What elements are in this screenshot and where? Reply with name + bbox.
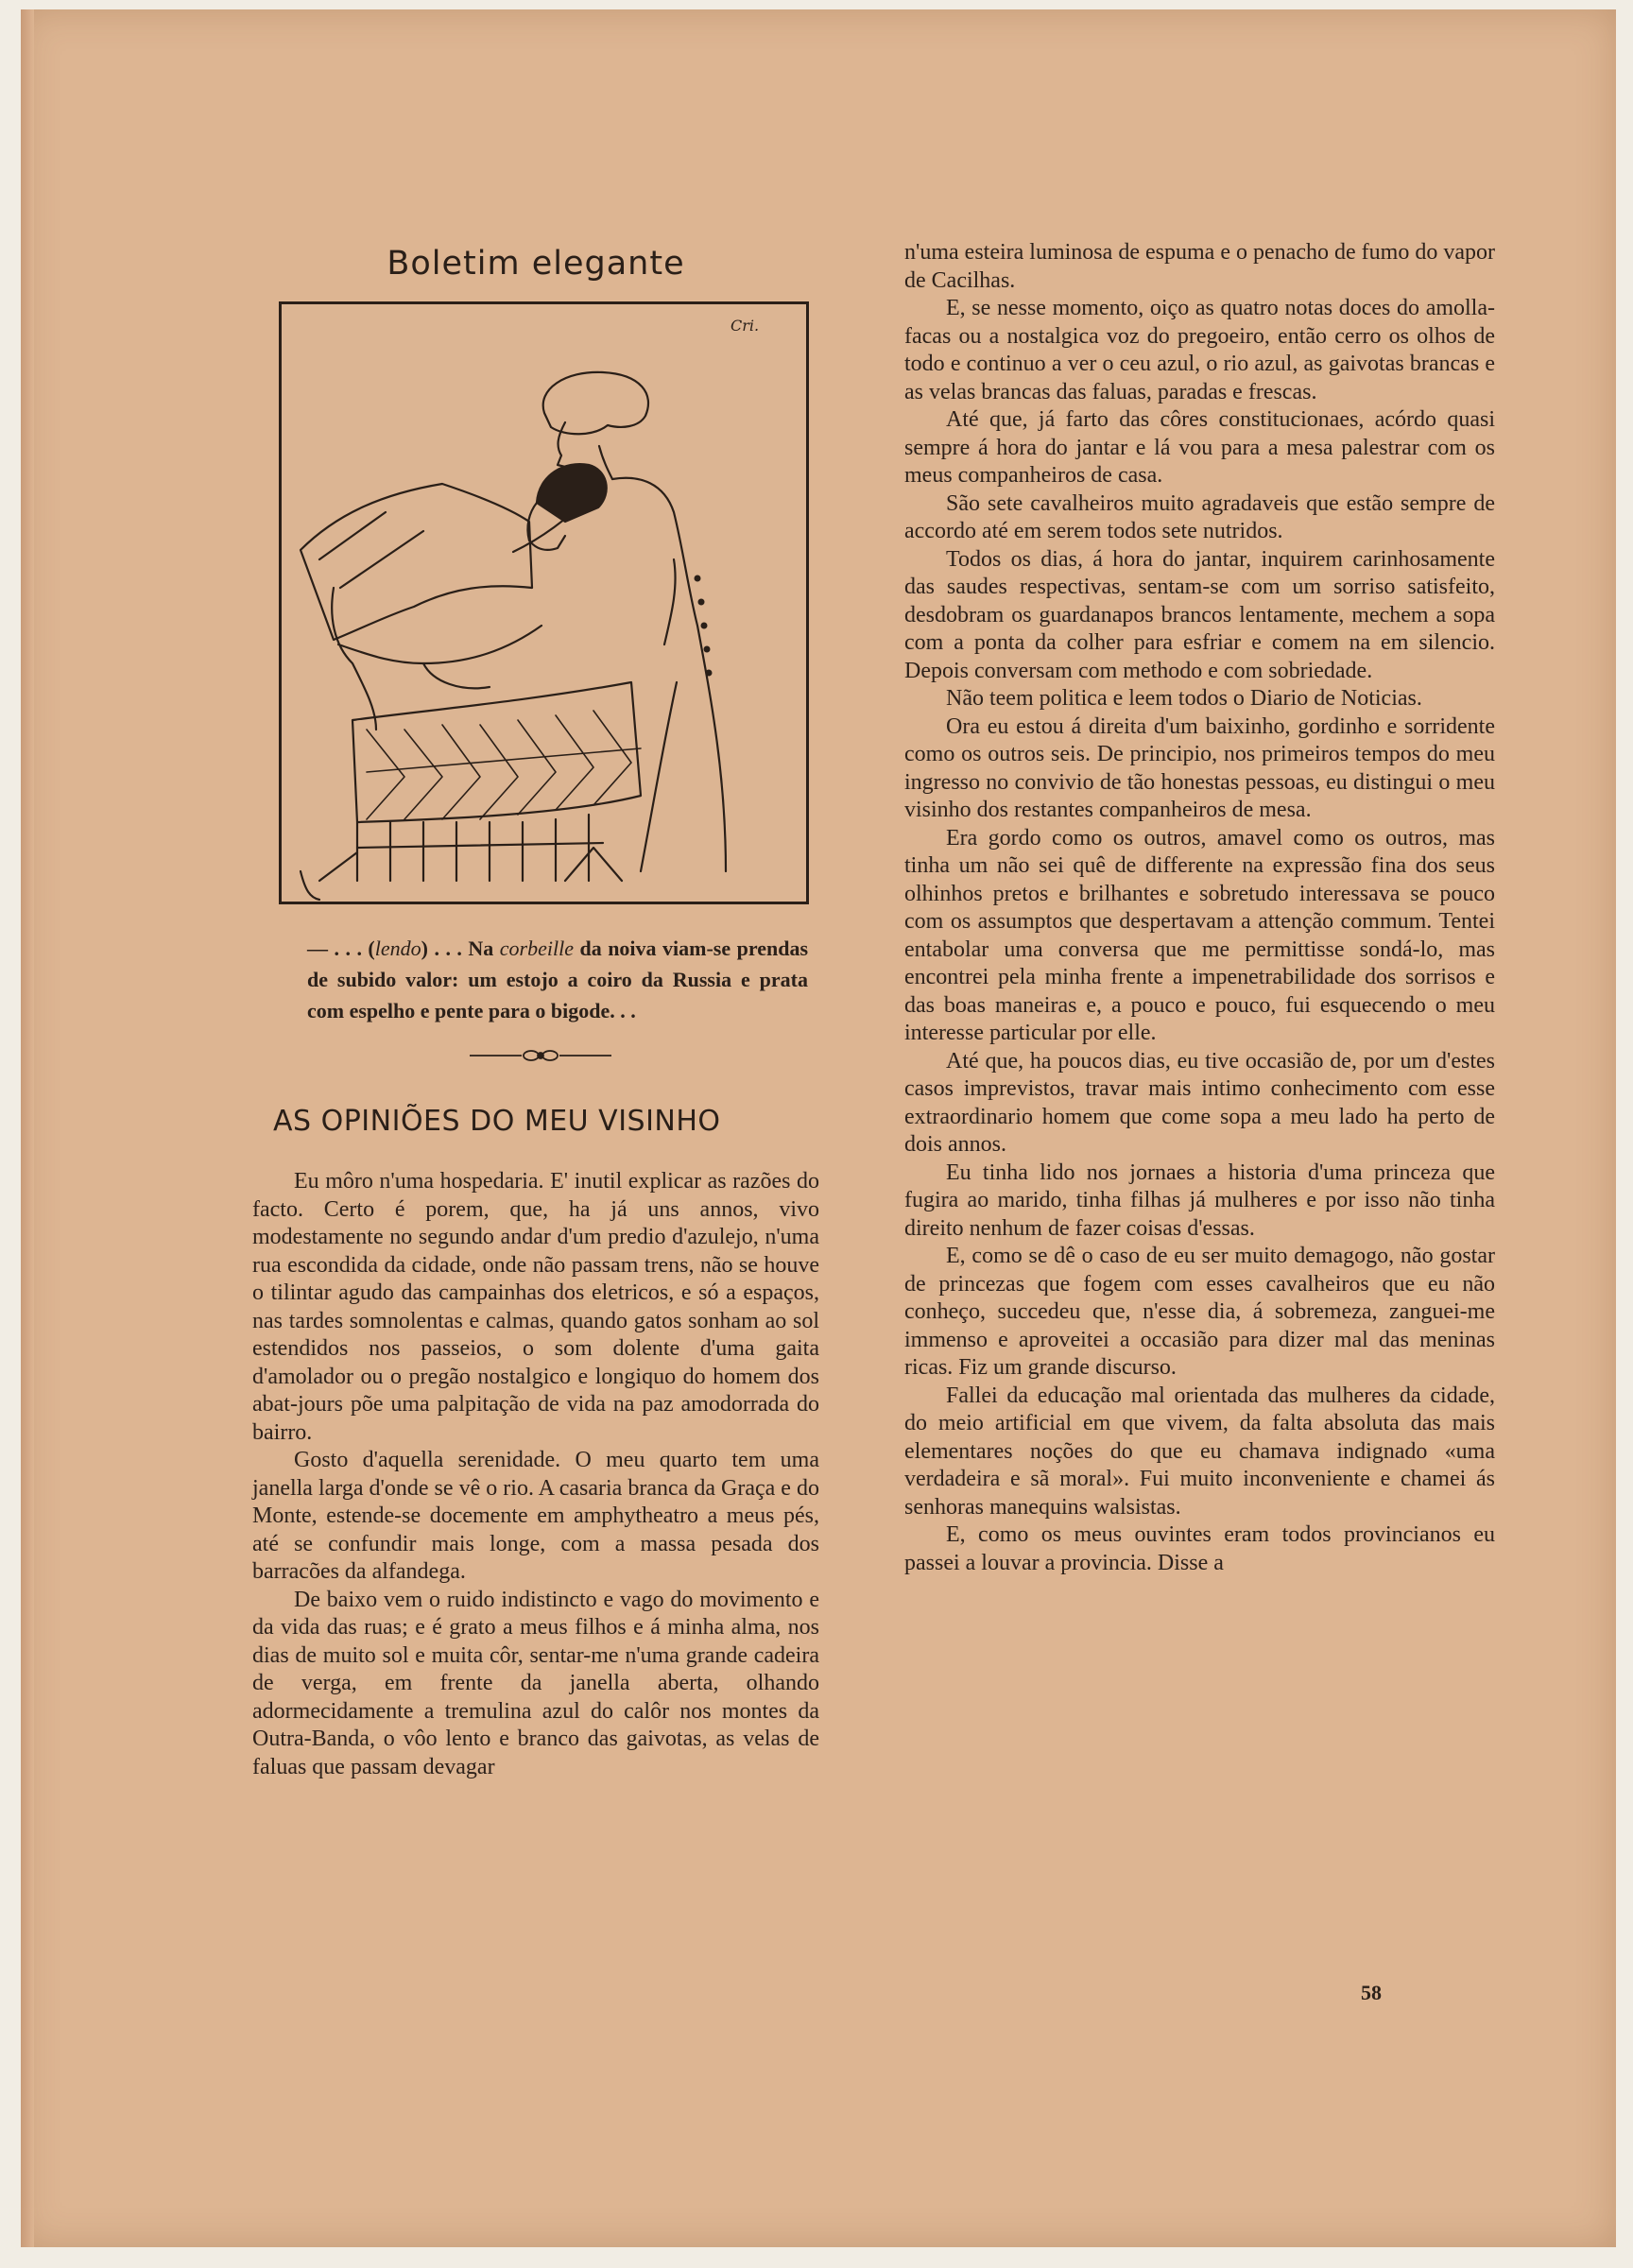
right-column [904, 239, 1500, 1577]
right-paragraph-7: Ora eu estou á direita d'um baixinho, gordinho e sorridente como os outros seis. De principio, nos primeiros tempos do meu ingresso no convivio de tão honestas pessoas, eu distingui o meu visinho dos restantes companheiros de mesa. [904, 713, 1495, 822]
right-paragraph-8: Era gordo como os outros, amavel como os outros, mas tinha um não sei quê de differente na expressão fina dos seus olhinhos pretos e brilhantes e sobretudo interessava se pouco com os assumptos que despertavam a attenção commum. Tentei entabolar uma conversa que me permittisse sondá-lo, mas encontrei pela minha frente a impenetrabilidade dos sorrisos e das boas maneiras e, a pouco e pouco, fui esquecendo o meu interesse particular por elle. [904, 825, 1495, 1045]
woman-hair [543, 372, 648, 434]
article-title: AS OPINIÕES DO MEU VISINHO [273, 1105, 721, 1138]
right-paragraph-6: Não teem politica e leem todos o Diario de Noticias. [946, 686, 1422, 711]
right-paragraph-5: Todos os dias, á hora do jantar, inquirem carinhosamente das saudes respectivas, sentam-se com um sorriso satisfeito, desdobram os guardanapos brancos lentamente, mechem a sopa com a ponta da colher para esfriar e comem na em silencio. Depois conversam com methodo e com sobriedade. [904, 546, 1495, 683]
caption-lendo: lendo [374, 936, 421, 960]
left-paragraph-2: Gosto d'aquella serenidade. O meu quarto tem uma janella larga d'onde se vê o rio. A casaria branca da Graça e do Monte, estende-se docemente em amphytheatro a meus pés, até se confundir mais longe, com a massa pesada dos barracões da alfandega. [252, 1448, 819, 1584]
caption-rest: da noiva viam-se prendas de subido valor: um estojo a coiro da Russia e prata com espelho e pente para o bigode. . . [307, 936, 809, 1022]
page-number: 58 [1361, 1981, 1382, 2004]
right-paragraph-10: Eu tinha lido nos jornaes a historia d'uma princeza que fugira ao marido, tinha filhas já mulheres e por isso não tinha direito nenhum de fazer coisas d'essas. [904, 1160, 1495, 1241]
left-paragraph-1: Eu môro n'uma hospedaria. E' inutil explicar as razões do facto. Certo é porem, que, ha já uns annos, vivo modestamente no segundo andar d'um predio d'azulejo, n'uma rua escondida da cidade, onde não passam trens, não se houve o tilintar agudo das campainhas dos eletricos, e só a espaços, nas tardes somnolentas e calmas, quando gatos sonham ao sol estendidos nos passeios, o som dolente d'uma gaita d'amolador ou o pregão nostalgico e longiquo do homem dos abat-jours põe uma palpitação de vida na paz amodorrada do bairro. [252, 1169, 819, 1445]
right-paragraph-4: São sete cavalheiros muito agradaveis que estão sempre de accordo até em serem todos sete nutridos. [904, 490, 1495, 543]
magazine-page [21, 9, 1616, 2247]
illustration-caption [307, 933, 808, 1026]
caption-prefix: — . . . ( [307, 936, 375, 960]
right-paragraph-9: Até que, ha poucos dias, eu tive occasião de, por um d'estes casos imprevistos, travar mais intimo conhecimento com esse extraordinario homem que come sopa a meu lado ha perto de dois annos. [904, 1048, 1495, 1157]
cartoon-illustration [282, 304, 806, 902]
right-paragraph-2: E, se nesse momento, oiço as quatro notas doces do amolla-facas ou a nostalgica voz do pregoeiro, então cerro os olhos de todo e continuo a ver o ceu azul, o rio azul, as gaivotas brancas e as velas brancas das faluas, paradas e frescas. [904, 296, 1495, 404]
right-paragraph-3: Até que, já farto das côres constitucionaes, acórdo quasi sempre á hora do jantar e lá vou para a mesa palestrar com os meus companheiros de casa. [904, 407, 1495, 488]
illustration-frame [279, 301, 809, 904]
newspaper [301, 484, 532, 640]
caption-corbeille: corbeille [499, 936, 574, 960]
ornament-divider [470, 1045, 611, 1066]
right-paragraph-12: Fallei da educação mal orientada das mulheres da cidade, do meio artificial em que vivem, da falta absoluta das mais elementares noções do que eu chamava indignado «uma verdadeira e sã moral». Fui muito inconveniente e chamei ás senhoras manequins walsistas. [904, 1383, 1495, 1520]
right-paragraph-13: E, como os meus ouvintes eram todos provincianos eu passei a louvar a provincia. Disse a [904, 1522, 1495, 1575]
caption-mid: ) . . . Na [421, 936, 500, 960]
artist-signature: Cri. [731, 317, 760, 335]
left-paragraph-3: De baixo vem o ruido indistincto e vago do movimento e da vida das ruas; e é grato a meus filhos e á minha alma, nos dias de muito sol e muita côr, sentar-me n'uma grande cadeira de verga, em frente da janella aberta, olhando adormecidamente a tremulina azul do calôr nos montes da Outra-Banda, o vôo lento e branco das gaivotas, as velas de faluas que passam devagar [252, 1587, 819, 1779]
right-paragraph-1: n'uma esteira luminosa de espuma e o penacho de fumo do vapor de Cacilhas. [904, 240, 1495, 293]
man-hair [537, 464, 607, 522]
right-paragraph-11: E, como se dê o caso de eu ser muito demagogo, não gostar de princezas que fogem com esses cavalheiros que eu não conheço, succedeu que, n'esse dia, á sobremeza, zanguei-me immenso e aproveitei a occasião para dizer mal das meninas ricas. Fiz um grande discurso. [904, 1244, 1495, 1380]
left-column [252, 232, 819, 1781]
section-title: Boletim elegante [387, 245, 685, 283]
